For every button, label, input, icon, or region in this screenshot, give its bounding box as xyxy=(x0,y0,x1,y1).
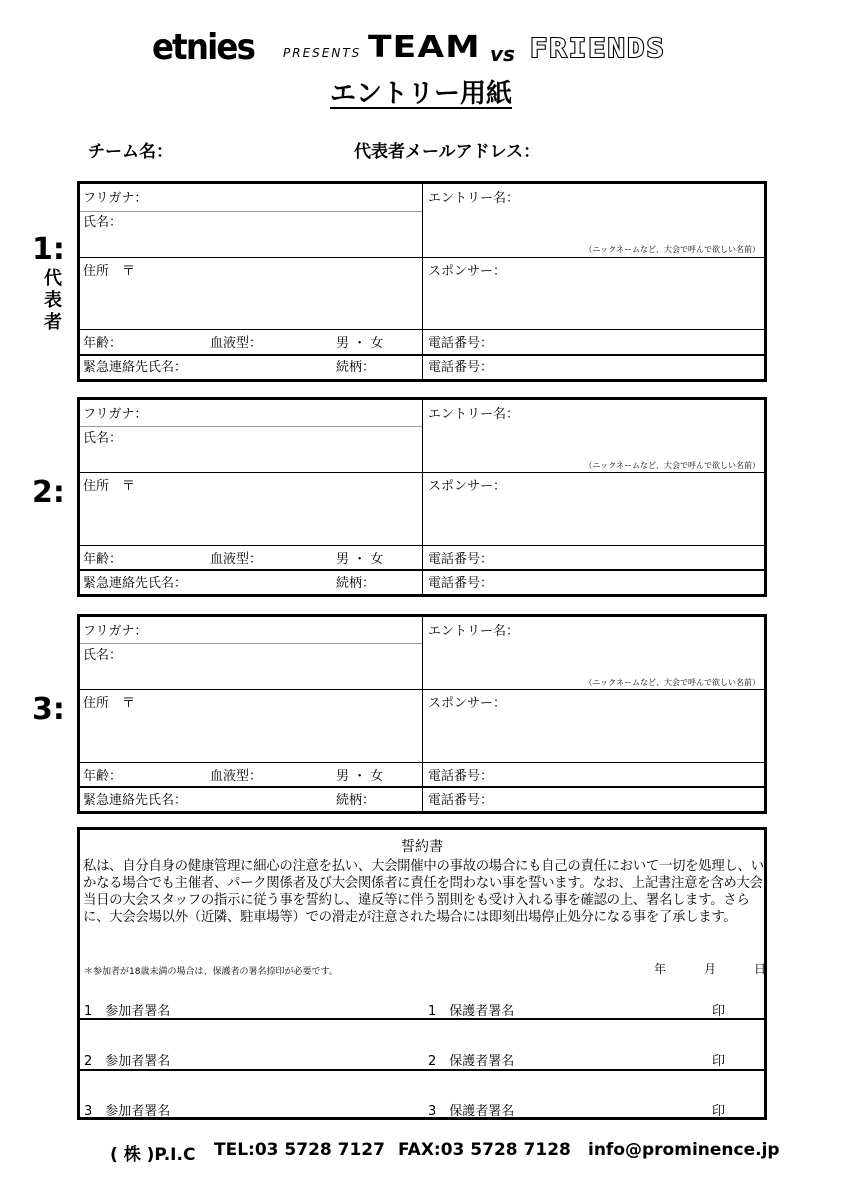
gender-select[interactable]: 男 ・ 女 xyxy=(336,552,384,567)
emergency-contact-label[interactable]: 緊急連絡先氏名： xyxy=(83,360,188,375)
name-label[interactable]: 氏名： xyxy=(83,215,123,230)
entry-number-1: 1: xyxy=(32,232,65,267)
entry-rep-vertical-3: 者 xyxy=(44,312,62,333)
friends-logo-text: FRIENDS xyxy=(530,34,666,64)
sponsor-label[interactable]: スポンサー： xyxy=(428,696,507,711)
nickname-note: （ニックネームなど、大会で呼んで欲しい名前） xyxy=(584,461,760,470)
blood-type-label[interactable]: 血液型： xyxy=(210,336,263,351)
divider xyxy=(80,786,764,788)
furigana-label[interactable]: フリガナ： xyxy=(83,191,148,206)
contact-email[interactable]: info@prominence.jp xyxy=(588,1140,780,1160)
entry-number-2: 2: xyxy=(32,475,65,510)
pledge-section xyxy=(77,827,767,1120)
divider xyxy=(80,569,764,571)
fax-number: FAX:03 5728 7128 xyxy=(398,1140,571,1160)
entry-block-3 xyxy=(77,614,767,814)
brand-header xyxy=(0,28,842,72)
etnies-logo: etnies xyxy=(152,27,255,68)
relation-label[interactable]: 続柄： xyxy=(336,360,376,375)
guardian-signature-1[interactable]: 1 保護者署名 xyxy=(428,1004,515,1019)
divider xyxy=(422,184,423,382)
phone-label[interactable]: 電話番号： xyxy=(428,769,494,784)
divider xyxy=(80,472,764,473)
entry-name-label[interactable]: エントリー名： xyxy=(428,407,520,422)
sponsor-label[interactable]: スポンサー： xyxy=(428,479,507,494)
presents-text: PRESENTS xyxy=(283,46,362,60)
tel-number: TEL:03 5728 7127 xyxy=(214,1140,385,1160)
blood-type-label[interactable]: 血液型： xyxy=(210,769,263,784)
entry-rep-vertical-1: 代 xyxy=(44,268,62,289)
address-label[interactable]: 住所 〒 xyxy=(83,264,136,279)
age-label[interactable]: 年齢： xyxy=(83,769,123,784)
relation-label[interactable]: 続柄： xyxy=(336,793,376,808)
vs-text: vs xyxy=(490,42,515,66)
blood-type-label[interactable]: 血液型： xyxy=(210,552,263,567)
divider xyxy=(80,354,764,356)
emergency-contact-label[interactable]: 緊急連絡先氏名： xyxy=(83,793,188,808)
name-label[interactable]: 氏名： xyxy=(83,648,123,663)
divider xyxy=(80,1018,764,1020)
furigana-label[interactable]: フリガナ： xyxy=(83,624,148,639)
entry-block-2 xyxy=(77,397,767,597)
pledge-title: 誓約書 xyxy=(401,839,443,855)
day-label[interactable]: 日 xyxy=(754,962,767,976)
company-name: ( 株 )P.I.C xyxy=(110,1145,196,1165)
divider xyxy=(80,257,764,258)
entry-name-label[interactable]: エントリー名： xyxy=(428,191,520,206)
divider xyxy=(422,400,423,597)
phone-label[interactable]: 電話番号： xyxy=(428,336,494,351)
guardian-signature-2[interactable]: 2 保護者署名 xyxy=(428,1054,515,1069)
emergency-phone-label[interactable]: 電話番号： xyxy=(428,360,494,375)
relation-label[interactable]: 続柄： xyxy=(336,576,376,591)
month-label[interactable]: 月 xyxy=(704,962,717,976)
divider xyxy=(80,426,422,427)
guardian-signature-3[interactable]: 3 保護者署名 xyxy=(428,1104,515,1119)
team-name-label: チーム名： xyxy=(88,142,173,162)
gender-select[interactable]: 男 ・ 女 xyxy=(336,769,384,784)
furigana-label[interactable]: フリガナ： xyxy=(83,407,148,422)
divider xyxy=(80,643,422,644)
emergency-phone-label[interactable]: 電話番号： xyxy=(428,793,494,808)
participant-signature-3[interactable]: 3 参加者署名 xyxy=(84,1104,171,1119)
team-logo-text: TEAM xyxy=(368,30,481,65)
nickname-note: （ニックネームなど、大会で呼んで欲しい名前） xyxy=(584,678,760,687)
entry-number-3: 3: xyxy=(32,692,65,727)
participant-signature-1[interactable]: 1 参加者署名 xyxy=(84,1004,171,1019)
emergency-contact-label[interactable]: 緊急連絡先氏名： xyxy=(83,576,188,591)
divider xyxy=(80,211,422,212)
page-title: エントリー用紙 xyxy=(329,79,512,109)
seal-1[interactable]: 印 xyxy=(712,1004,726,1019)
nickname-note: （ニックネームなど、大会で呼んで欲しい名前） xyxy=(584,245,760,254)
divider xyxy=(80,545,764,546)
seal-3[interactable]: 印 xyxy=(712,1104,726,1119)
pledge-body: 私は、自分自身の健康管理に細心の注意を払い、大会開催中の事故の場合にも自己の責任において一切を処理し、いかなる場合でも主催者、パーク関係者及び大会関係者に責任を問わない事を誓います。なお、上記書注意を含め大会当日の大会スタッフの指示に従う事を誓約し、違反等に伴う罰則をも受け入れる事を確認の上、署名します。さらに、大会会場以外（近隣、駐車場等）での滑走が注意された場合には即刻出場停止処分になる事を了承します。 xyxy=(83,859,764,925)
minor-note: ＊参加者が18歳未満の場合は、保護者の署名捺印が必要です。 xyxy=(84,967,338,977)
seal-2[interactable]: 印 xyxy=(712,1054,726,1069)
divider xyxy=(80,689,764,690)
age-label[interactable]: 年齢： xyxy=(83,552,123,567)
gender-select[interactable]: 男 ・ 女 xyxy=(336,336,384,351)
participant-signature-2[interactable]: 2 参加者署名 xyxy=(84,1054,171,1069)
entry-block-1 xyxy=(77,181,767,382)
divider xyxy=(80,329,764,330)
phone-label[interactable]: 電話番号： xyxy=(428,552,494,567)
divider xyxy=(80,1069,764,1071)
name-label[interactable]: 氏名： xyxy=(83,431,123,446)
age-label[interactable]: 年齢： xyxy=(83,336,123,351)
entry-rep-vertical-2: 表 xyxy=(44,290,62,311)
address-label[interactable]: 住所 〒 xyxy=(83,479,136,494)
emergency-phone-label[interactable]: 電話番号： xyxy=(428,576,494,591)
entry-name-label[interactable]: エントリー名： xyxy=(428,624,520,639)
divider xyxy=(422,617,423,814)
divider xyxy=(80,762,764,763)
year-label[interactable]: 年 xyxy=(654,962,667,976)
rep-email-label: 代表者メールアドレス： xyxy=(354,142,541,162)
address-label[interactable]: 住所 〒 xyxy=(83,696,136,711)
sponsor-label[interactable]: スポンサー： xyxy=(428,264,507,279)
